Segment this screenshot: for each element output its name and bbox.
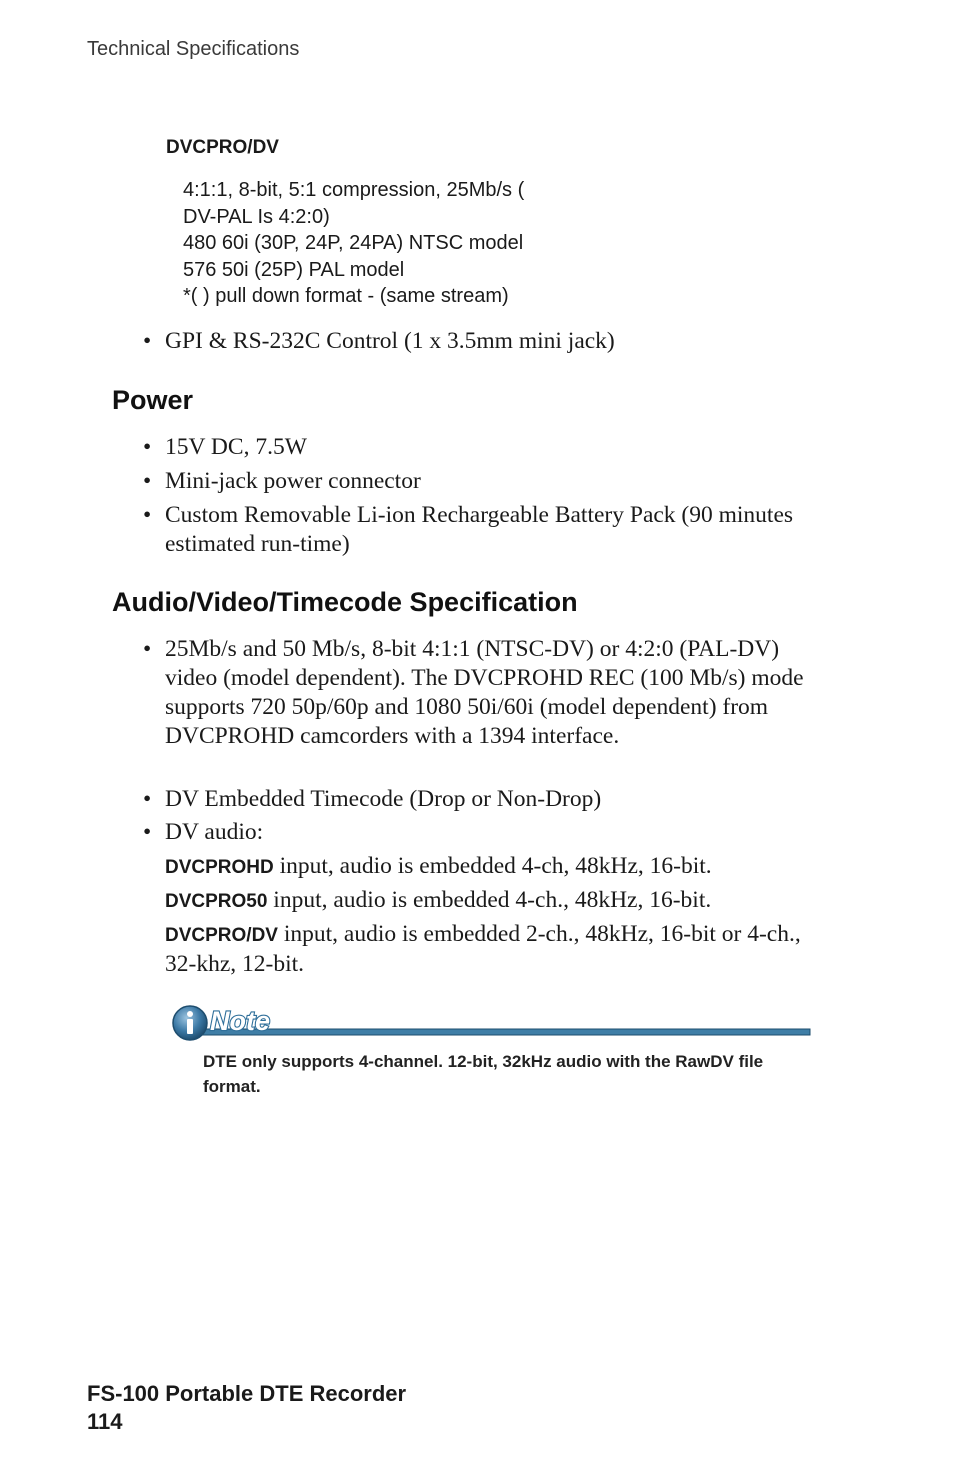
audio-detail bbox=[165, 852, 825, 882]
bullet-text: GPI & RS-232C Control (1 x 3.5mm mini jack) bbox=[165, 328, 615, 354]
spec-line: 576 50i (25P) PAL model bbox=[183, 258, 405, 281]
audio-detail-text: input, audio is embedded 4-ch, 48kHz, 16-bit. bbox=[273, 853, 712, 879]
bullet-text: DV Embedded Timecode (Drop or Non-Drop) bbox=[165, 786, 602, 812]
power-bullet bbox=[143, 501, 823, 559]
running-header: Technical Specifications bbox=[87, 38, 300, 60]
avt-bullet bbox=[143, 635, 823, 751]
control-bullet bbox=[143, 327, 823, 356]
bullet-dot: • bbox=[143, 328, 152, 354]
footer-book-title: FS-100 Portable DTE Recorder bbox=[87, 1381, 407, 1406]
bullet-text: Mini-jack power connector bbox=[165, 468, 421, 494]
bullet-dot: • bbox=[143, 786, 152, 812]
audio-detail-text: input, audio is embedded 4-ch., 48kHz, 16-bit. bbox=[267, 887, 712, 913]
audio-detail bbox=[165, 920, 825, 979]
audio-format-label: DVCPROHD bbox=[165, 857, 274, 878]
note-text: DTE only supports 4-channel. 12-bit, 32kHz audio with the RawDV file format. bbox=[203, 1052, 764, 1096]
bullet-text: DV audio: bbox=[165, 819, 264, 845]
bullet-dot: • bbox=[143, 434, 152, 460]
bullet-text: Custom Removable Li-ion Rechargeable Battery Pack (90 minutes estimated run-time) bbox=[165, 502, 794, 557]
spec-line: 480 60i (30P, 24P, 24PA) NTSC model bbox=[183, 232, 524, 254]
page-number: 114 bbox=[87, 1409, 123, 1434]
spec-line: 4:1:1, 8-bit, 5:1 compression, 25Mb/s ( bbox=[183, 179, 525, 201]
power-section-title: Power bbox=[112, 385, 194, 415]
bullet-dot: • bbox=[143, 468, 152, 494]
avt-bullet bbox=[143, 818, 823, 847]
avt-section-title: Audio/Video/Timecode Specification bbox=[112, 587, 578, 617]
audio-format-label: DVCPRO/DV bbox=[165, 925, 278, 946]
power-bullet bbox=[143, 467, 823, 496]
spec-line: *( ) pull down format - (same stream) bbox=[183, 285, 509, 307]
avt-bullet bbox=[143, 785, 823, 814]
note-label: Note bbox=[210, 1006, 270, 1036]
audio-format-label: DVCPRO50 bbox=[165, 891, 268, 912]
audio-detail bbox=[165, 886, 825, 916]
power-bullet bbox=[143, 433, 823, 462]
dvcpro-dv-heading: DVCPRO/DV bbox=[166, 137, 279, 158]
spec-line: DV-PAL Is 4:2:0) bbox=[183, 205, 330, 228]
dvcpro-dv-spec-block bbox=[183, 177, 524, 310]
audio-detail-text: input, audio is embedded 2-ch., 48kHz, 16-bit or 4-ch., 32-khz, 12-bit. bbox=[165, 921, 801, 977]
bullet-text: 25Mb/s and 50 Mb/s, 8-bit 4:1:1 (NTSC-DV) or 4:2:0 (PAL-DV) video (model dependent). The DVCPROHD REC (100 Mb/s) mode supports 720 50p/60p and 1080 50i/60i (model dependent) from DVCPROHD camcorders with a 1394 interface. bbox=[165, 636, 804, 749]
note-info-icon bbox=[172, 1004, 812, 1044]
bullet-text: 15V DC, 7.5W bbox=[165, 434, 307, 460]
bullet-dot: • bbox=[143, 502, 152, 528]
bullet-dot: • bbox=[143, 636, 152, 662]
bullet-dot: • bbox=[143, 819, 152, 845]
